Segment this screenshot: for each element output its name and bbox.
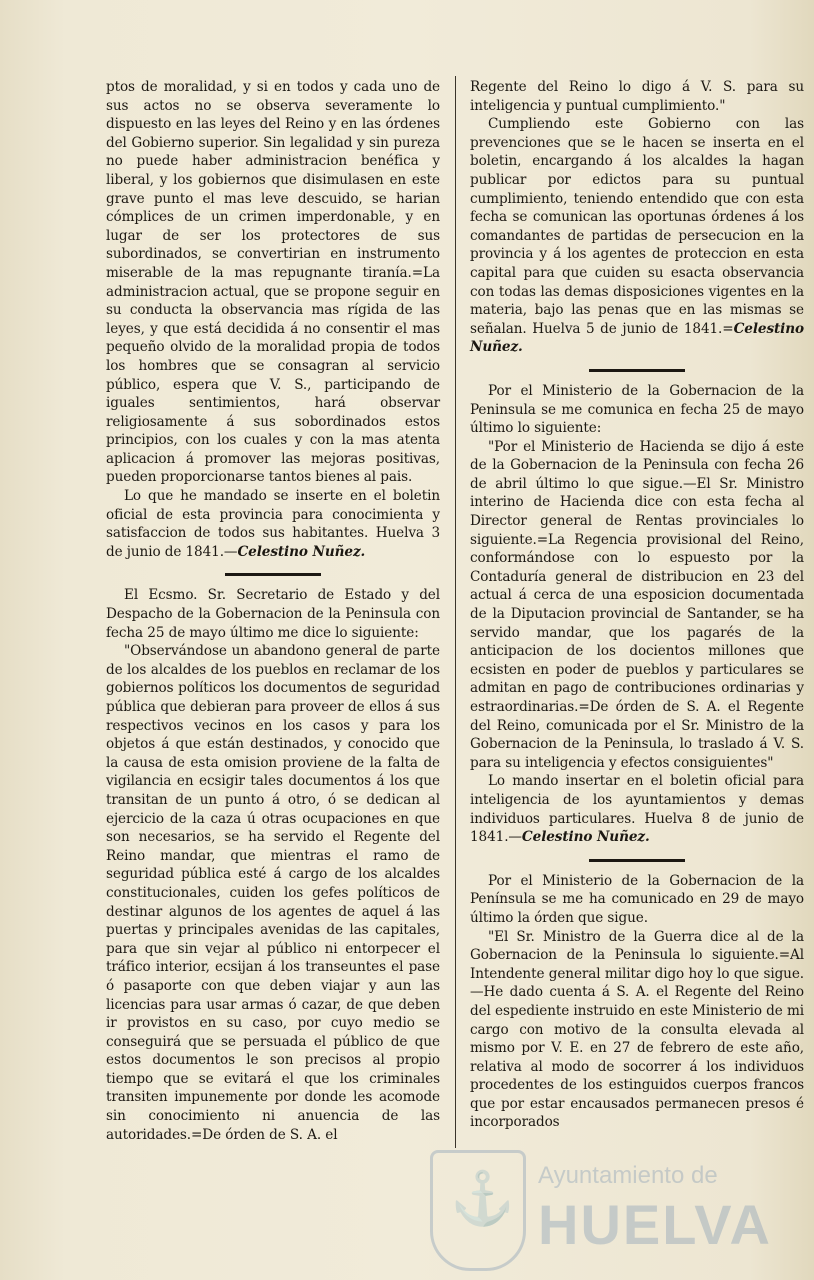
left-paragraph-4: "Observándose un abandono general de parte de los alcaldes de los pueblos en reclamar de los gobiernos políticos los documentos de seguridad pública que debieran para proveer de ellos á sus respectivos vecinos en los casos y para los objetos á que están destinados, y conocido que la causa de esta omision proviene de la falta de vigilancia en ecsigir tales documentos á los que transitan de un punto á otro, ó se dedican al ejercicio de la caza ú otras ocupaciones en que son necesarios, se ha servido el Regente del Reino mandar, que mientras el ramo de seguridad pública esté á cargo de los alcaldes constitucionales, cuiden los gefes políticos de destinar algunos de los agentes de aquel á las puertas y principales avenidas de las capitales, para que sin vejar al público ni entorpecer el tráfico interior, ecsijan á los transeuntes el pase ó pasaporte con que deben viajar y aun las licencias para usar armas ó cazar, de que deben ir provistos en su caso, por cuyo medio se conseguirá que se persuada el público de que estos documentos le son precisos al propio tiempo que se evitará el que los criminales transiten impunemente por donde les acomode sin conocimiento ni anuencia de las autoridades.=De órden de S. A. el — [106, 643, 440, 1143]
right-paragraph-5-text: Lo mando insertar en el boletin oficial para inteligencia de los ayuntamientos y demas individuos particulares. Huelva 8 de junio de 1841.— — [470, 773, 804, 846]
right-paragraph-6: Por el Ministerio de la Gobernacion de la Península se me ha comunicado en 29 de mayo último la órden que sigue. — [470, 872, 804, 926]
left-column — [106, 78, 440, 1144]
watermark-line-2: HUELVA — [538, 1193, 772, 1256]
right-paragraph-4: "Por el Ministerio de Hacienda se dijo á este de la Gobernacion de la Peninsula con fecha 26 de abril último lo que sigue.—El Sr. Ministro interino de Hacienda dice con esta fecha al Director general de Rentas provinciales lo siguiente.=La Regencia provisional del Reino, conformándose con lo espuesto por la Contaduría general de distribucion en 23 del actual á cerca de una esposicion documentada de la Diputacion provincial de Santander, se ha servido mandar, que los pagarés de la anticipacion de los docientos millones que ecsisten en poder de pueblos y particulares se admitan en pago de contribuciones ordinarias y estraordinarias.=De órden de S. A. el Regente del Reino, comunicada por el Sr. Ministro de la Gobernacion de la Peninsula, lo traslado á V. S. para su inteligencia y efectos consiguientes" — [470, 438, 804, 771]
right-paragraph-2-text: Cumpliendo este Gobierno con las prevenciones que se le hacen se inserta en el boletin, encargando á los alcaldes la hagan publicar por edictos para su puntual cumplimiento, teniendo entendido que con esta fecha se comunican las oportunas órdenes á los comandantes de partidas de persecucion en la provincia y á los agentes de proteccion en esta capital para que cuiden su esacta observancia con todas las demas disposiciones vigentes en la materia, bajo las penas que en las mismas se señalan. Huelva 5 de junio de 1841.= — [470, 116, 804, 337]
left-paragraph-3: El Ecsmo. Sr. Secretario de Estado y del Despacho de la Gobernacion de la Peninsula con fecha 25 de mayo último me dice lo siguiente: — [106, 587, 440, 641]
right-column — [470, 78, 804, 1132]
right-paragraph-1: Regente del Reino lo digo á V. S. para su inteligencia y puntual cumplimiento." — [470, 79, 804, 114]
left-paragraph-2 — [106, 487, 440, 561]
section-rule — [225, 573, 321, 576]
column-divider — [455, 76, 456, 1148]
right-signature-2: Celestino Nuñez. — [521, 829, 650, 846]
right-paragraph-7: "El Sr. Ministro de la Guerra dice al de la Gobernacion de la Peninsula lo siguiente.=Al Intendente general militar digo hoy lo que sigue.—He dado cuenta á S. A. el Regente del Reino del espediente instruido en este Ministerio de mi cargo con motivo de la consulta elevada al mismo por V. E. en 27 de febrero de este año, relativa al modo de socorrer á los individuos procedentes de los estinguidos cuerpos francos que por estar encausados permanecen presos é incorporados — [470, 928, 804, 1131]
anchor-icon: ⚓ — [450, 1169, 515, 1229]
right-paragraph-3: Por el Ministerio de la Gobernacion de la Peninsula se me comunica en fecha 25 de mayo último lo siguiente: — [470, 382, 804, 437]
right-paragraph-2 — [470, 115, 804, 357]
left-paragraph-1: ptos de moralidad, y si en todos y cada uno de sus actos no se observa severamente lo dispuesto en las leyes del Reino y en las órdenes del Gobierno superior. Sin legalidad y sin pureza no puede haber administracion benéfica y liberal, y los gobiernos que disimulasen en este grave punto el mas leve descuido, se harian cómplices de un crimen imperdonable, y en lugar de ser los protectores de sus subordinados, se convertirian en instrumento miserable de la mas repugnante tiranía.=La administracion actual, que se propone seguir en su conducta la observancia mas rígida de las leyes, y que está decidida á no consentir el mas pequeño olvido de la moralidad propia de todos los hombres que se consagran al servicio público, espera que V. S., participando de iguales sentimientos, hará observar religiosamente á sus sobordinados estos principios, con los cuales y con la mas atenta aplicacion á promover las mejoras positivas, pueden proporcionarse tantos bienes al pais. — [106, 79, 440, 486]
right-signature-1: Celestino Nuñez. — [470, 320, 804, 356]
left-signature-1: Celestino Nuñez. — [237, 543, 366, 560]
archive-watermark — [410, 1140, 810, 1270]
right-paragraph-5 — [470, 772, 804, 846]
left-paragraph-2-text: Lo que he mandado se inserte en el boletin oficial de esta provincia para conocimienta y satisfaccion de todos sus habitantes. Huelva 3 de junio de 1841.— — [106, 488, 440, 560]
watermark-line-1: Ayuntamiento de — [538, 1162, 718, 1189]
section-rule — [589, 369, 685, 372]
section-rule — [589, 859, 685, 862]
